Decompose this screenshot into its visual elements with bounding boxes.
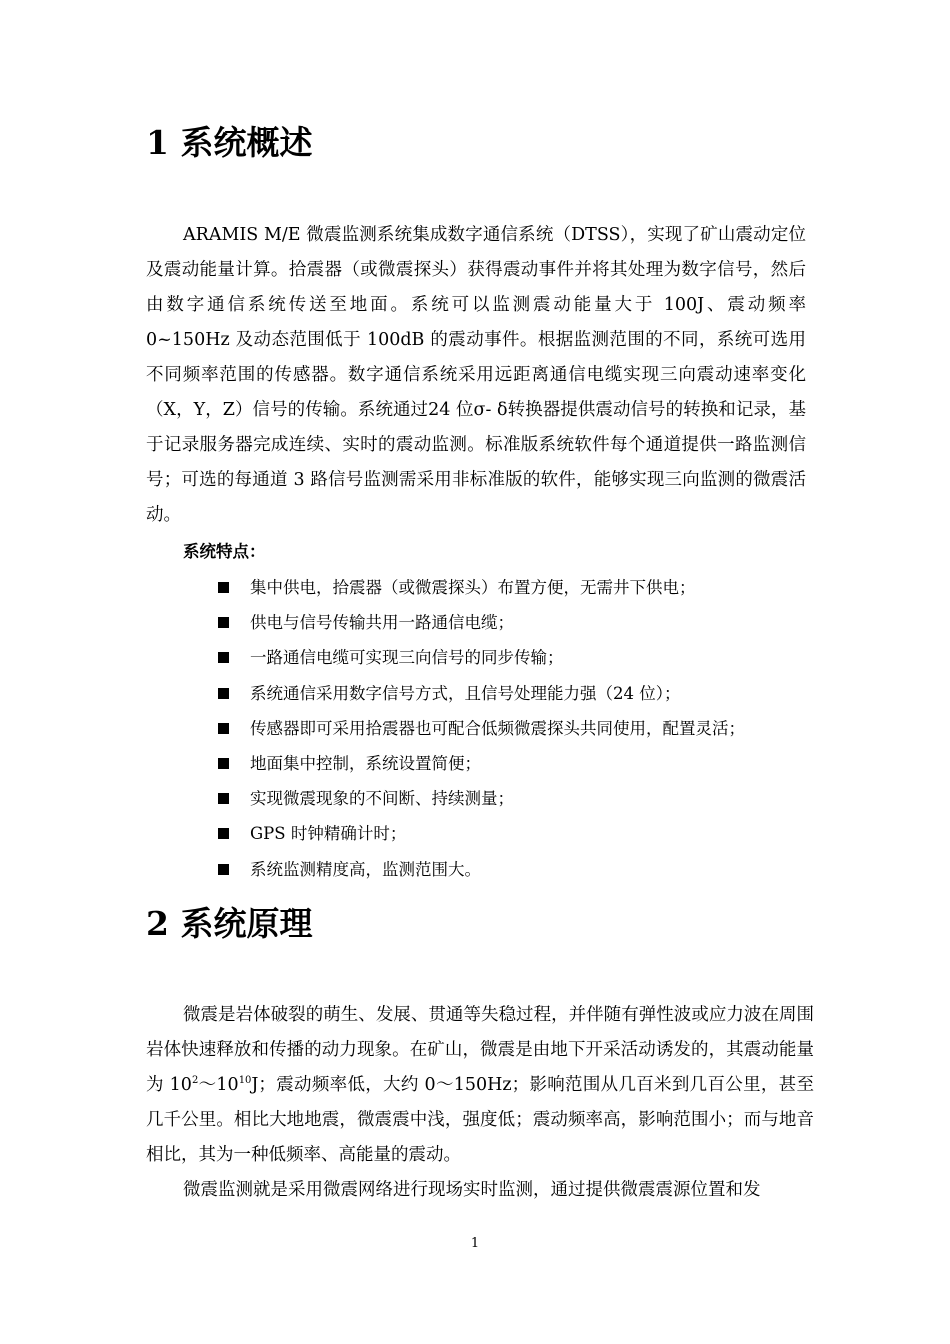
para-text: 微震是岩体破裂的萌生、发展、贯通等失稳过程，并伴随有弹性波或应力波在周围岩体快速释放和传播的动力现象。在矿山，微震是由地下开采活动诱发的，其震动能量为 10 [146,1005,814,1095]
list-item [218,781,818,816]
list-item [218,640,818,675]
square-bullet-icon [218,617,229,628]
exponent: 2 [191,1075,199,1087]
square-bullet-icon [218,652,229,663]
section-2-heading: 2 系统原理 [146,904,313,943]
feature-text: 地面集中控制，系统设置简便； [250,754,481,774]
feature-text: 传感器即可采用拾震器也可配合低频微震探头共同使用，配置灵活； [250,718,745,738]
feature-text: 系统监测精度高，监测范围大。 [250,859,481,879]
section-2-paragraph-2: 微震监测就是采用微震网络进行现场实时监测，通过提供微震震源位置和发 [183,1180,761,1200]
feature-text: 实现微震现象的不间断、持续测量； [250,789,514,809]
exponent: 10 [238,1075,252,1087]
square-bullet-icon [218,793,229,804]
section-2-paragraph-1 [146,998,814,1173]
feature-text: 供电与信号传输共用一路通信电缆； [250,613,514,633]
feature-text: 系统通信采用数字信号方式，且信号处理能力强（24 位）； [250,683,681,703]
list-item [218,852,818,887]
list-item [218,746,818,781]
square-bullet-icon [218,723,229,734]
list-item [218,711,818,746]
features-list [218,570,818,887]
section-1-heading: 1 系统概述 [146,123,313,162]
square-bullet-icon [218,582,229,593]
para-text: J；震动频率低，大约 0～150Hz；影响范围从几百米到几百公里，甚至几千公里。相比大地地震，微震震中浅，强度低；震动频率高，影响范围小；而与地音相比，其为一种低频率、高能量的震动。 [146,1075,814,1165]
feature-text: GPS 时钟精确计时； [250,824,407,844]
list-item [218,605,818,640]
square-bullet-icon [218,864,229,875]
section-1-paragraph: ARAMIS M/E 微震监测系统集成数字通信系统（DTSS），实现了矿山震动定位及震动能量计算。拾震器（或微震探头）获得震动事件并将其处理为数字信号，然后由数字通信系统传送至地面。系统可以监测震动能量大于 100J、震动频率 0~150Hz 及动态范围低于 100dB 的震动事件。根据监测范围的不同，系统可选用不同频率范围的传感器。数字通信系统采用远距离通信电缆实现三向震动速率变化（X，Y，Z）信号的传输。系统通过24 位σ- δ转换器提供震动信号的转换和记录，基于记录服务器完成连续、实时的震动监测。标准版系统软件每个通道提供一路监测信号；可选的每通道 3 路信号监测需采用非标准版的软件，能够实现三向监测的微震活动。 [146,225,806,525]
list-item [218,570,818,605]
feature-text: 集中供电，拾震器（或微震探头）布置方便，无需井下供电； [250,578,696,598]
square-bullet-icon [218,828,229,839]
square-bullet-icon [218,758,229,769]
page-number: 1 [470,1236,480,1251]
square-bullet-icon [218,688,229,699]
para-text: ～10 [198,1075,239,1095]
feature-text: 一路通信电缆可实现三向信号的同步传输； [250,648,564,668]
list-item [218,676,818,711]
features-title: 系统特点： [183,542,266,561]
list-item [218,816,818,851]
